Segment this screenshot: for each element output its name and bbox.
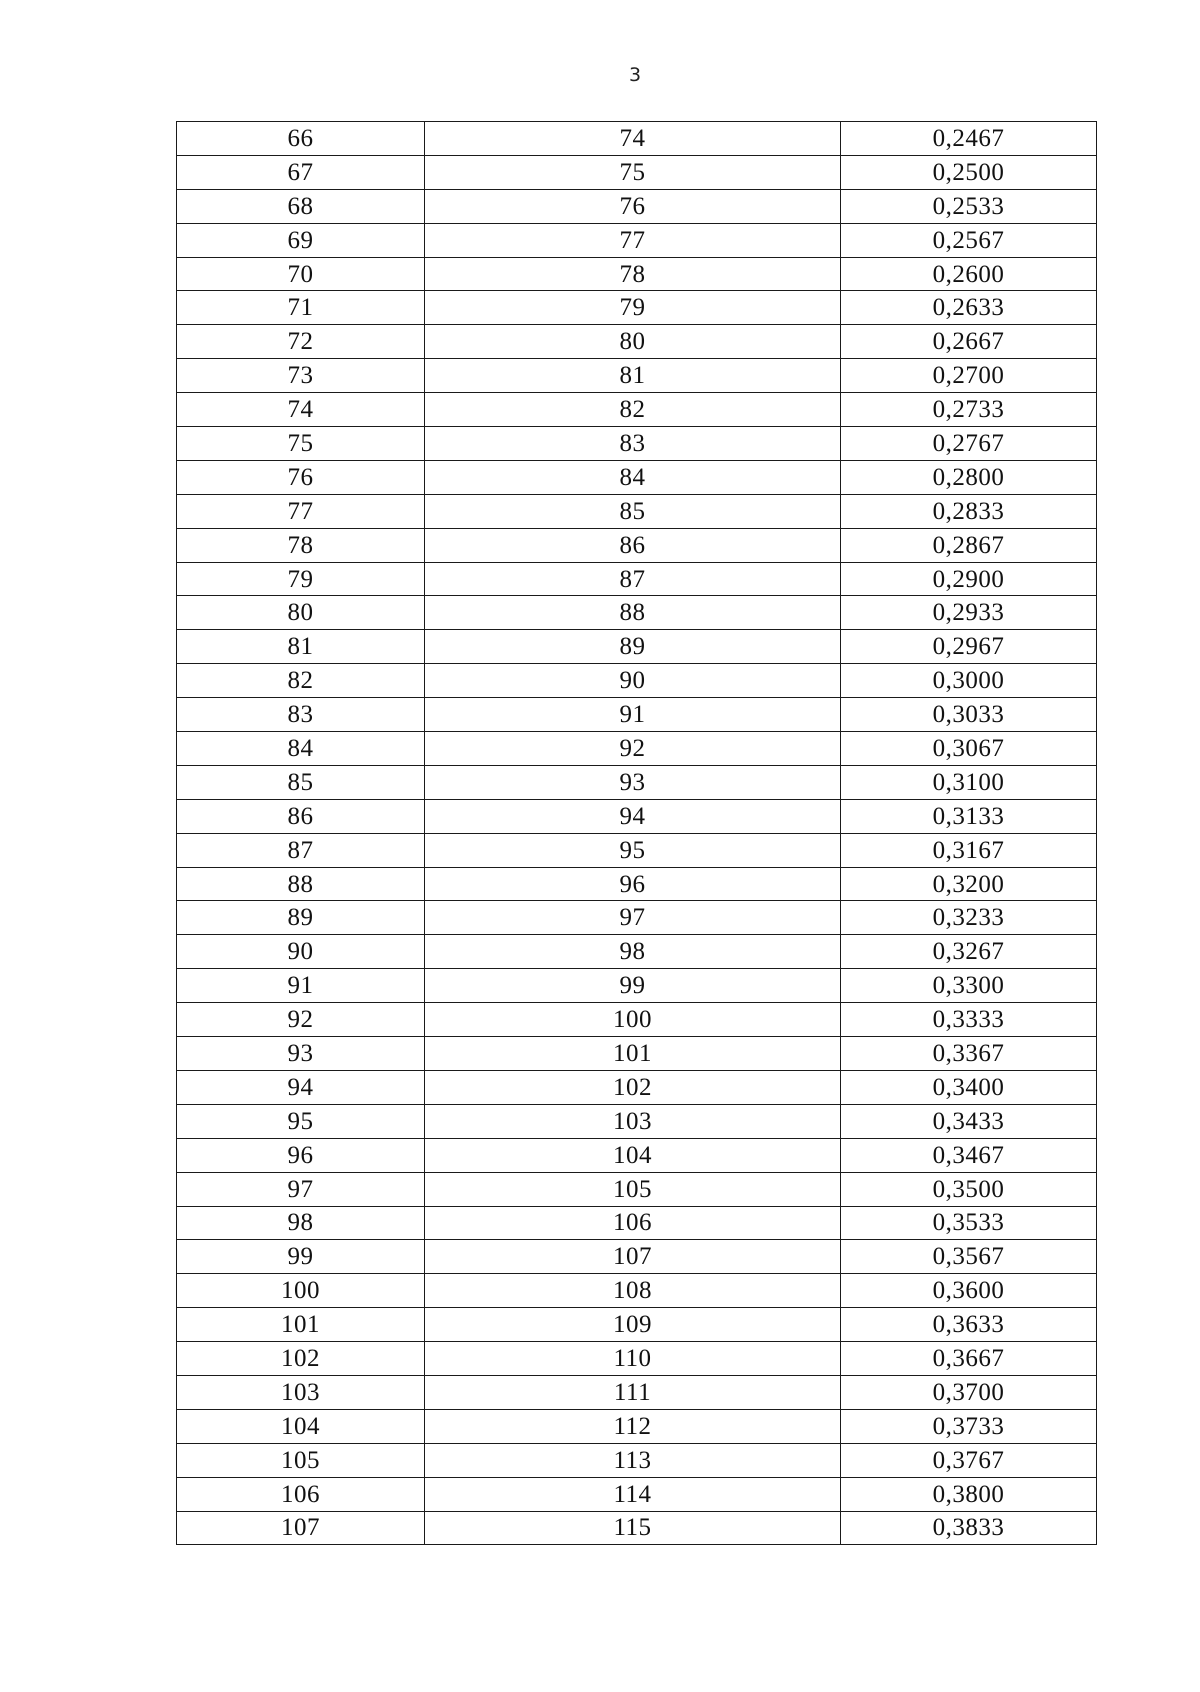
table-cell-col1: 89 [177, 901, 425, 935]
table-cell-col2: 90 [425, 664, 841, 698]
table-cell-col1: 76 [177, 460, 425, 494]
table-cell-col2: 101 [425, 1037, 841, 1071]
table-cell-col2: 85 [425, 494, 841, 528]
table-cell-col1: 82 [177, 664, 425, 698]
table-cell-col2: 83 [425, 427, 841, 461]
table-cell-col3: 0,2633 [841, 291, 1097, 325]
table-row [177, 223, 1097, 257]
table-row [177, 257, 1097, 291]
table-cell-col2: 79 [425, 291, 841, 325]
table-row [177, 1240, 1097, 1274]
table-cell-col2: 97 [425, 901, 841, 935]
table-cell-col1: 99 [177, 1240, 425, 1274]
table-cell-col1: 93 [177, 1037, 425, 1071]
table-cell-col1: 83 [177, 698, 425, 732]
table-row [177, 1037, 1097, 1071]
table-cell-col1: 101 [177, 1308, 425, 1342]
table-row [177, 494, 1097, 528]
table-cell-col3: 0,2567 [841, 223, 1097, 257]
table-cell-col3: 0,2933 [841, 596, 1097, 630]
table-cell-col1: 97 [177, 1172, 425, 1206]
table-cell-col2: 78 [425, 257, 841, 291]
table-cell-col2: 107 [425, 1240, 841, 1274]
table-cell-col3: 0,2867 [841, 528, 1097, 562]
table-cell-col3: 0,3633 [841, 1308, 1097, 1342]
table-row [177, 630, 1097, 664]
table-cell-col2: 92 [425, 732, 841, 766]
table-cell-col2: 88 [425, 596, 841, 630]
table-row [177, 1375, 1097, 1409]
table-cell-col2: 108 [425, 1274, 841, 1308]
table-cell-col1: 87 [177, 833, 425, 867]
table-cell-col1: 102 [177, 1342, 425, 1376]
table-row [177, 867, 1097, 901]
table-cell-col1: 104 [177, 1409, 425, 1443]
table-cell-col3: 0,2500 [841, 155, 1097, 189]
table-cell-col1: 71 [177, 291, 425, 325]
table-cell-col2: 84 [425, 460, 841, 494]
table-cell-col1: 68 [177, 189, 425, 223]
table-cell-col2: 99 [425, 969, 841, 1003]
table-cell-col3: 0,3300 [841, 969, 1097, 1003]
table-cell-col1: 73 [177, 359, 425, 393]
table-cell-col3: 0,3733 [841, 1409, 1097, 1443]
table-cell-col3: 0,3267 [841, 935, 1097, 969]
table-cell-col3: 0,3467 [841, 1138, 1097, 1172]
table-cell-col2: 114 [425, 1477, 841, 1511]
table-cell-col1: 100 [177, 1274, 425, 1308]
table-cell-col3: 0,2700 [841, 359, 1097, 393]
table-cell-col3: 0,3167 [841, 833, 1097, 867]
table-cell-col3: 0,3667 [841, 1342, 1097, 1376]
table-cell-col3: 0,3700 [841, 1375, 1097, 1409]
table-cell-col2: 91 [425, 698, 841, 732]
table-cell-col2: 74 [425, 122, 841, 156]
table-row [177, 427, 1097, 461]
table-cell-col3: 0,2667 [841, 325, 1097, 359]
table-row [177, 122, 1097, 156]
table-row [177, 1274, 1097, 1308]
table-cell-col3: 0,3767 [841, 1443, 1097, 1477]
table-cell-col3: 0,2533 [841, 189, 1097, 223]
table-cell-col2: 105 [425, 1172, 841, 1206]
page-number: 3 [628, 64, 642, 86]
table-row [177, 1443, 1097, 1477]
table-cell-col1: 80 [177, 596, 425, 630]
table-cell-col2: 93 [425, 765, 841, 799]
table-cell-col1: 70 [177, 257, 425, 291]
table-row [177, 1070, 1097, 1104]
table-row [177, 359, 1097, 393]
table-cell-col2: 112 [425, 1409, 841, 1443]
table-row [177, 1409, 1097, 1443]
table-cell-col1: 81 [177, 630, 425, 664]
table-row [177, 325, 1097, 359]
table-row [177, 969, 1097, 1003]
table-cell-col3: 0,2967 [841, 630, 1097, 664]
table-cell-col1: 85 [177, 765, 425, 799]
table-cell-col1: 74 [177, 393, 425, 427]
table-row [177, 935, 1097, 969]
table-cell-col3: 0,3200 [841, 867, 1097, 901]
table-cell-col1: 105 [177, 1443, 425, 1477]
table-cell-col3: 0,3600 [841, 1274, 1097, 1308]
table-cell-col2: 86 [425, 528, 841, 562]
table-cell-col2: 75 [425, 155, 841, 189]
table-cell-col2: 100 [425, 1003, 841, 1037]
table-cell-col3: 0,2767 [841, 427, 1097, 461]
table-cell-col3: 0,3567 [841, 1240, 1097, 1274]
table-cell-col1: 75 [177, 427, 425, 461]
table-row [177, 1172, 1097, 1206]
table-cell-col1: 77 [177, 494, 425, 528]
table-cell-col3: 0,2800 [841, 460, 1097, 494]
table-cell-col2: 110 [425, 1342, 841, 1376]
table-cell-col1: 91 [177, 969, 425, 1003]
table-cell-col1: 67 [177, 155, 425, 189]
table-cell-col2: 109 [425, 1308, 841, 1342]
table-cell-col1: 94 [177, 1070, 425, 1104]
table-row [177, 189, 1097, 223]
table-row [177, 1308, 1097, 1342]
table-row [177, 833, 1097, 867]
table-row [177, 799, 1097, 833]
table-cell-col3: 0,3833 [841, 1511, 1097, 1545]
table-row [177, 291, 1097, 325]
table-cell-col3: 0,3067 [841, 732, 1097, 766]
table-cell-col1: 84 [177, 732, 425, 766]
table-row [177, 596, 1097, 630]
table-cell-col2: 95 [425, 833, 841, 867]
table-row [177, 732, 1097, 766]
table-cell-col3: 0,3033 [841, 698, 1097, 732]
table-cell-col1: 86 [177, 799, 425, 833]
table-cell-col2: 98 [425, 935, 841, 969]
table-cell-col2: 103 [425, 1104, 841, 1138]
table-cell-col3: 0,3000 [841, 664, 1097, 698]
table-cell-col2: 104 [425, 1138, 841, 1172]
table-cell-col3: 0,3533 [841, 1206, 1097, 1240]
table-cell-col1: 95 [177, 1104, 425, 1138]
table-cell-col3: 0,3100 [841, 765, 1097, 799]
table-row [177, 901, 1097, 935]
table-body [177, 122, 1097, 1545]
table-row [177, 1104, 1097, 1138]
table-row [177, 1511, 1097, 1545]
table-cell-col2: 82 [425, 393, 841, 427]
table-cell-col3: 0,2600 [841, 257, 1097, 291]
table-cell-col2: 111 [425, 1375, 841, 1409]
table-cell-col1: 72 [177, 325, 425, 359]
table-cell-col1: 103 [177, 1375, 425, 1409]
table-row [177, 1003, 1097, 1037]
table-cell-col1: 106 [177, 1477, 425, 1511]
table-cell-col2: 76 [425, 189, 841, 223]
table-cell-col2: 94 [425, 799, 841, 833]
table-cell-col1: 88 [177, 867, 425, 901]
table-row [177, 460, 1097, 494]
table-cell-col1: 78 [177, 528, 425, 562]
table-cell-col2: 89 [425, 630, 841, 664]
table-row [177, 664, 1097, 698]
table-row [177, 1342, 1097, 1376]
table-row [177, 1138, 1097, 1172]
table-cell-col3: 0,3433 [841, 1104, 1097, 1138]
table-cell-col1: 69 [177, 223, 425, 257]
table-cell-col1: 92 [177, 1003, 425, 1037]
table-cell-col2: 77 [425, 223, 841, 257]
table-cell-col3: 0,3233 [841, 901, 1097, 935]
table-cell-col3: 0,2733 [841, 393, 1097, 427]
table-row [177, 1477, 1097, 1511]
table-cell-col3: 0,3400 [841, 1070, 1097, 1104]
table-cell-col3: 0,2900 [841, 562, 1097, 596]
table-row [177, 155, 1097, 189]
table-cell-col1: 96 [177, 1138, 425, 1172]
data-table [176, 121, 1097, 1545]
table-cell-col3: 0,3500 [841, 1172, 1097, 1206]
table-cell-col1: 98 [177, 1206, 425, 1240]
table-cell-col1: 107 [177, 1511, 425, 1545]
table-row [177, 1206, 1097, 1240]
table-row [177, 393, 1097, 427]
table-cell-col3: 0,2467 [841, 122, 1097, 156]
table-cell-col2: 115 [425, 1511, 841, 1545]
table-cell-col2: 102 [425, 1070, 841, 1104]
table-cell-col3: 0,3133 [841, 799, 1097, 833]
table-cell-col2: 87 [425, 562, 841, 596]
table-row [177, 528, 1097, 562]
table-cell-col2: 81 [425, 359, 841, 393]
table-cell-col2: 113 [425, 1443, 841, 1477]
table-cell-col2: 96 [425, 867, 841, 901]
table-row [177, 765, 1097, 799]
table-cell-col3: 0,3333 [841, 1003, 1097, 1037]
table-cell-col3: 0,2833 [841, 494, 1097, 528]
table-cell-col1: 66 [177, 122, 425, 156]
table-cell-col1: 79 [177, 562, 425, 596]
table-cell-col1: 90 [177, 935, 425, 969]
table-cell-col3: 0,3367 [841, 1037, 1097, 1071]
table-row [177, 562, 1097, 596]
table-row [177, 698, 1097, 732]
table-cell-col2: 80 [425, 325, 841, 359]
table-cell-col3: 0,3800 [841, 1477, 1097, 1511]
table-cell-col2: 106 [425, 1206, 841, 1240]
